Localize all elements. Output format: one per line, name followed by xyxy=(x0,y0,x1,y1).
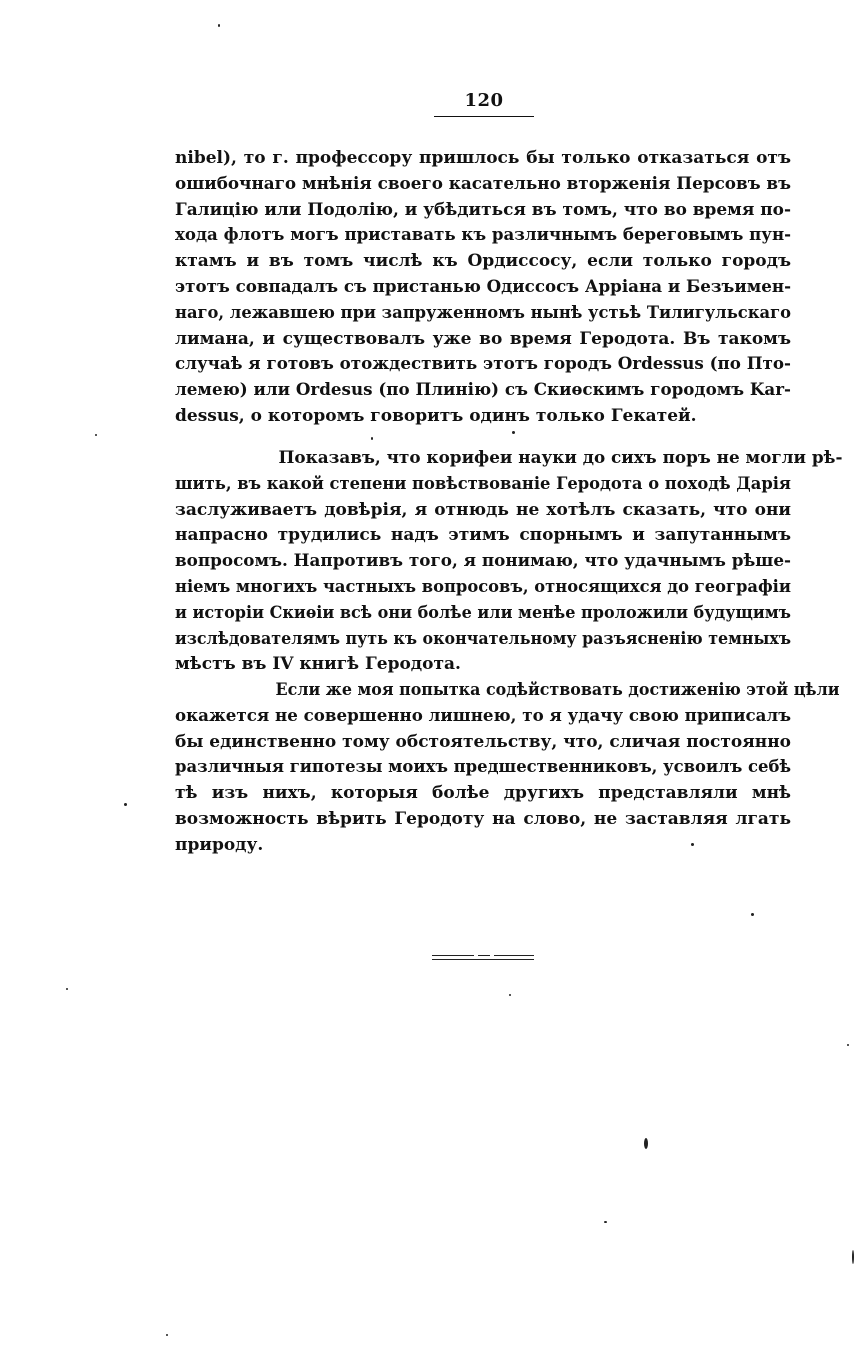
end-ornament-rule-left xyxy=(432,955,474,956)
scan-speck xyxy=(604,1221,607,1223)
scan-speck xyxy=(847,1044,849,1046)
scan-speck xyxy=(66,988,68,990)
text-line: dessus, о которомъ говоритъ одинъ только Гекатей. xyxy=(175,405,697,426)
paragraph-1 xyxy=(175,146,791,430)
scan-speck xyxy=(371,437,373,440)
scan-speck xyxy=(691,843,694,846)
text-line: напрасно трудились надъ этимъ спорнымъ и запутаннымъ xyxy=(175,525,791,546)
scan-speck xyxy=(218,24,220,27)
end-ornament-rule-right xyxy=(494,955,534,956)
page-number-underline xyxy=(434,116,534,117)
scan-speck xyxy=(852,1250,854,1264)
text-line: случаѣ я готовъ отождествить этотъ городъ Ordessus (по Пто- xyxy=(175,354,791,375)
scan-speck xyxy=(166,1334,168,1336)
text-line: Показавъ, что корифеи науки до сихъ поръ не могли рѣ- xyxy=(278,448,843,468)
text-line: ошибочнаго мнѣнія своего касательно вторженія Персовъ въ xyxy=(175,173,791,194)
text-line: хода флотъ могъ приставать къ различнымъ береговымъ пун- xyxy=(175,225,791,246)
text-line: Если же моя попытка содѣйствовать достиженію этой цѣли xyxy=(275,680,840,700)
text-line: наго, лежавшею при запруженномъ нынѣ устьѣ Тилигульскаго xyxy=(175,302,791,323)
text-line: лемею) или Ordesus (по Плинію) съ Скиѳскимъ городомъ Kar- xyxy=(175,380,791,401)
text-line: лимана, и существовалъ уже во время Геродота. Въ такомъ xyxy=(175,328,791,349)
text-line: окажется не совершенно лишнею, то я удачу свою приписалъ xyxy=(175,705,791,726)
text-line: nibel), то г. профессору пришлось бы только отказаться отъ xyxy=(175,148,791,168)
text-line: шить, въ какой степени повѣствованіе Геродота о походѣ Дарія xyxy=(175,473,791,494)
text-line: мѣстъ въ IV книгѣ Геродота. xyxy=(175,654,461,675)
text-line: различныя гипотезы моихъ предшественниковъ, усвоилъ себѣ xyxy=(175,757,791,778)
scan-speck xyxy=(644,1138,648,1149)
text-line: этотъ совпадалъ съ пристанью Одиссосъ Арріана и Безъимен- xyxy=(175,276,791,297)
text-line: ктамъ и въ томъ числѣ къ Ордиссосу, если только городъ xyxy=(175,251,791,272)
text-line: природу. xyxy=(175,834,264,855)
text-line: и исторіи Скиѳіи всѣ они болѣе или менѣе проложили будущимъ xyxy=(175,602,791,623)
text-line: тѣ изъ нихъ, которыя болѣе другихъ представляли мнѣ xyxy=(175,783,791,804)
scan-speck xyxy=(95,434,97,436)
paragraph-2 xyxy=(175,446,843,678)
text-line: заслуживаетъ довѣрія, я отнюдь не хотѣлъ сказать, что они xyxy=(175,499,791,520)
end-ornament-underrule xyxy=(432,959,534,960)
paragraph-3 xyxy=(175,678,840,859)
text-line: возможность вѣрить Геродоту на слово, не заставляя лгать xyxy=(175,808,791,829)
scan-speck xyxy=(509,994,511,996)
text-line: вопросомъ. Напротивъ того, я понимаю, что удачнымъ рѣше- xyxy=(175,551,791,572)
text-line: бы единственно тому обстоятельству, что, сличая постоянно xyxy=(175,731,791,752)
scan-speck xyxy=(512,431,515,434)
text-line: ніемъ многихъ частныхъ вопросовъ, относящихся до географіи xyxy=(175,576,791,597)
page-number: 120 xyxy=(464,90,504,111)
end-ornament-rule-mid xyxy=(478,955,490,956)
scan-speck xyxy=(751,913,754,916)
scan-speck xyxy=(124,803,127,806)
text-line: изслѣдователямъ путь къ окончательному разъясненію темныхъ xyxy=(175,628,791,649)
text-line: Галицію или Подолію, и убѣдиться въ томъ, что во время по- xyxy=(175,199,791,220)
